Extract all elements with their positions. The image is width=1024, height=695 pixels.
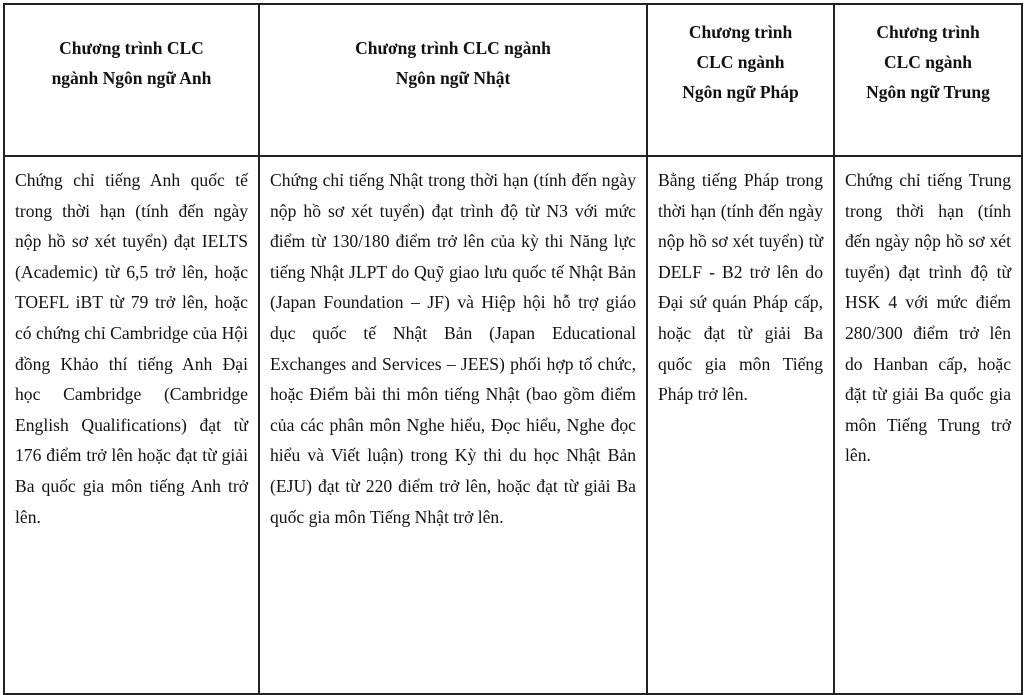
table-header-row [4,4,1022,156]
cell-chinese-requirement: Chứng chỉ tiếng Trung trong thời hạn (tính đến ngày nộp hồ sơ xét tuyển) đạt trình độ từ HSK 4 với mức điểm 280/300 điểm trở lên do Hanban cấp, hoặc đặt từ giải Ba quốc gia môn Tiếng Trung trở lên. [834,156,1022,694]
language-requirements-table [3,3,1023,695]
header-french-program [647,4,834,156]
header-line: ngành Ngôn ngữ Anh [51,68,212,88]
header-line: CLC ngành [883,52,973,72]
header-line: Ngôn ngữ Pháp [682,82,799,102]
header-line: Chương trình [876,22,980,42]
header-line: Chương trình CLC ngành [355,38,551,58]
header-line: CLC ngành [696,52,785,72]
header-english-program [4,4,259,156]
header-line: Chương trình CLC [59,38,204,58]
header-japanese-program [259,4,647,156]
header-line: Ngôn ngữ Nhật [395,68,511,88]
cell-english-requirement: Chứng chỉ tiếng Anh quốc tế trong thời hạn (tính đến ngày nộp hồ sơ xét tuyển) đạt IELTS (Academic) từ 6,5 trở lên, hoặc TOEFL iBT từ 79 trở lên, hoặc có chứng chỉ Cambridge của Hội đồng Khảo thí tiếng Anh Đại học Cambridge (Cambridge English Qualifications) đạt từ 176 điểm trở lên hoặc đạt từ giải Ba quốc gia môn tiếng Anh trở lên. [4,156,259,694]
header-line: Chương trình [688,22,793,42]
cell-japanese-requirement: Chứng chỉ tiếng Nhật trong thời hạn (tính đến ngày nộp hồ sơ xét tuyển) đạt trình độ từ N3 với mức điểm từ 130/180 điểm trở lên của kỳ thi Năng lực tiếng Nhật JLPT do Quỹ giao lưu quốc tế Nhật Bản (Japan Foundation – JF) và Hiệp hội hỗ trợ giáo dục quốc tế Nhật Bản (Japan Educational Exchanges and Services – JEES) phối hợp tổ chức, hoặc Điểm bài thi môn tiếng Nhật (bao gồm điểm của các phân môn Nghe hiểu, Đọc hiểu, Nghe đọc hiểu và Viết luận) trong Kỳ thi du học Nhật Bản (EJU) đạt từ 220 điểm trở lên, hoặc đạt từ giải Ba quốc gia môn Tiếng Nhật trở lên. [259,156,647,694]
cell-french-requirement: Bằng tiếng Pháp trong thời hạn (tính đến ngày nộp hồ sơ xét tuyển) từ DELF - B2 trở lên do Đại sứ quán Pháp cấp, hoặc đạt từ giải Ba quốc gia môn Tiếng Pháp trở lên. [647,156,834,694]
header-line: Ngôn ngữ Trung [866,82,990,102]
table-row [4,156,1022,694]
header-chinese-program [834,4,1022,156]
